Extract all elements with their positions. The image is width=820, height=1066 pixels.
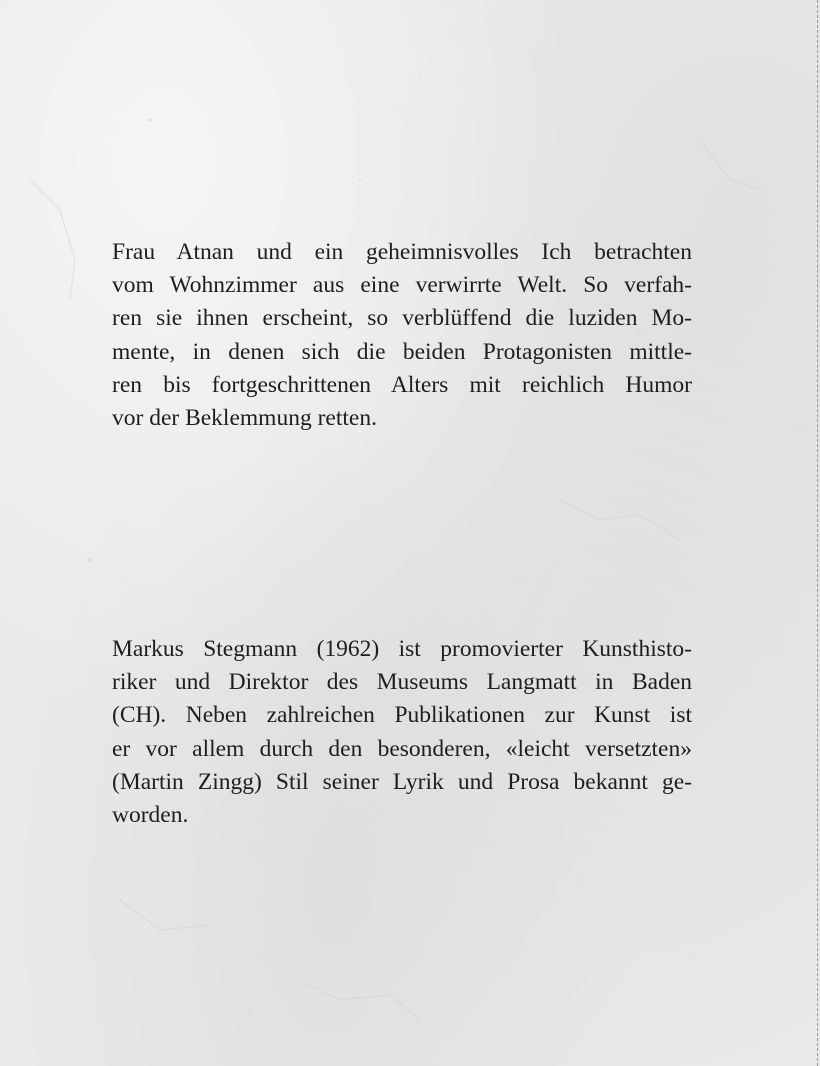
blurb-line: ren bis fortgeschrittenen Alters mit reichlich Humor [112,371,692,398]
blurb-line: mente, in denen sich die beiden Protagonisten mittle- [112,338,692,365]
bio-line: er vor allem durch den besonderen, «leicht versetzten» [112,735,692,762]
bio-line: (Martin Zingg) Stil seiner Lyrik und Prosa bekannt ge- [112,768,692,795]
blurb-line: Frau Atnan und ein geheimnisvolles Ich betrachten [112,239,692,265]
blurb-line: vor der Beklemmung retten. [112,405,377,432]
bio-line: Markus Stegmann (1962) ist promovierter Kunsthisto- [112,636,692,662]
blurb-line: vom Wohnzimmer aus eine verwirrte Welt. So verfah- [112,272,692,299]
bio-line: (CH). Neben zahlreichen Publikationen zur Kunst ist [112,702,692,729]
book-blurb-paragraph [112,236,692,435]
blurb-line: ren sie ihnen erscheint, so verblüffend die luziden Mo- [112,305,692,332]
bio-line: worden. [112,802,189,829]
bio-line: riker und Direktor des Museums Langmatt in Baden [112,669,692,696]
author-bio-paragraph [112,633,692,832]
